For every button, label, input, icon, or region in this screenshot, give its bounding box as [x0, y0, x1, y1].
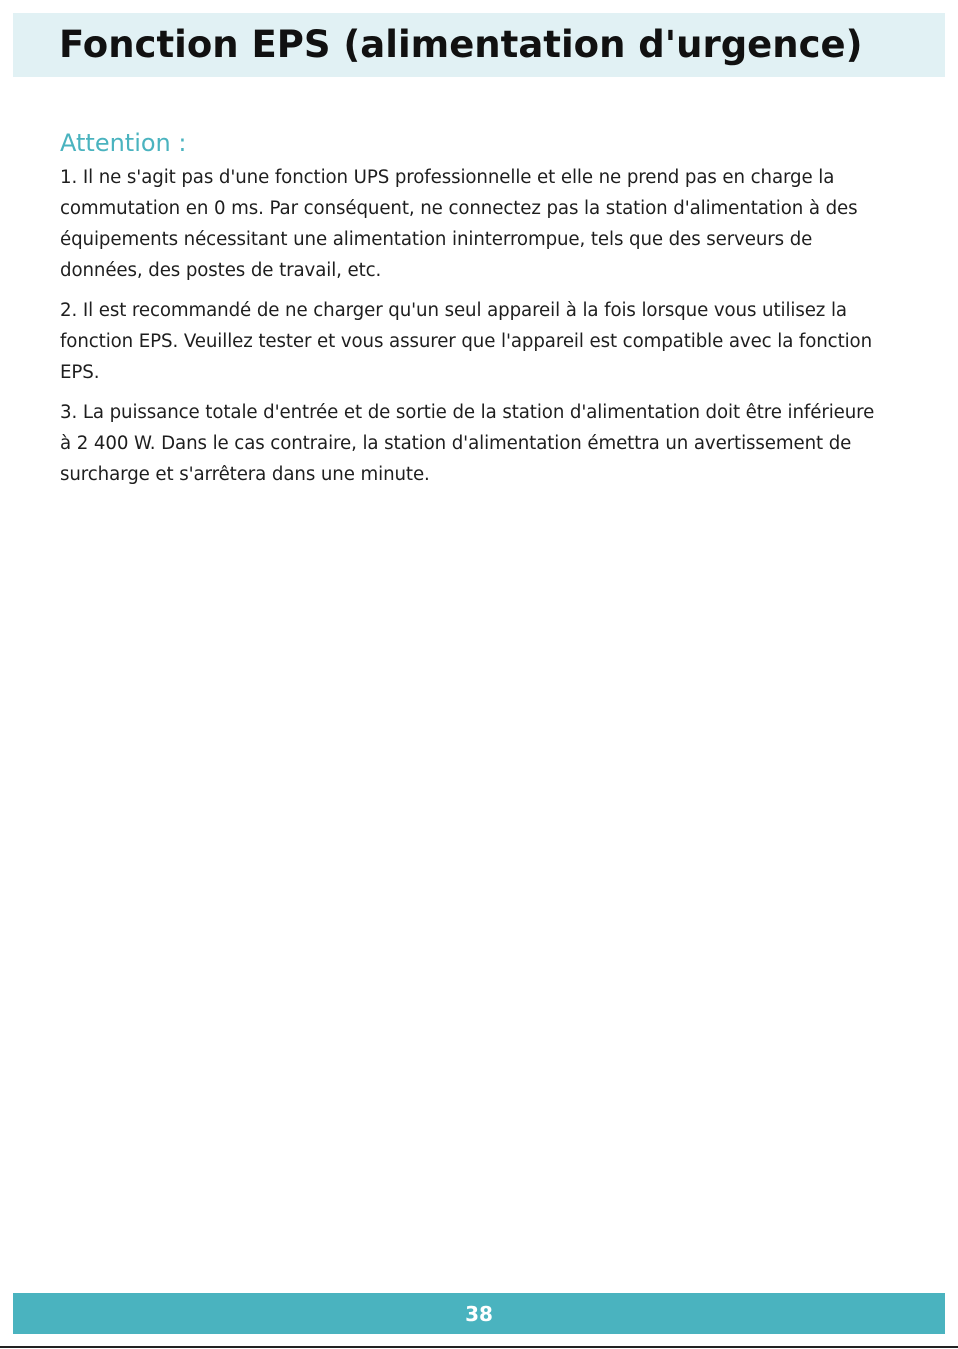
- attention-heading: Attention :: [60, 129, 187, 157]
- footer-bar: [13, 1293, 945, 1334]
- bottom-rule: [0, 1346, 958, 1348]
- attention-item-1: 1. Il ne s'agit pas d'une fonction UPS professionnelle et elle ne prend pas en charge la commutation en 0 ms. Par conséquent, ne connectez pas la station d'alimentation à des équipements nécessitant une alimentation ininterrompue, tels que des serveurs de données, des postes de travail, etc.: [60, 167, 858, 281]
- page-number: 38: [465, 1301, 493, 1326]
- title-bar: [13, 13, 945, 77]
- attention-section: [60, 124, 890, 499]
- attention-item-2: 2. Il est recommandé de ne charger qu'un seul appareil à la fois lorsque vous utilisez la fonction EPS. Veuillez tester et vous assurer que l'appareil est compatible avec la fonction EPS.: [60, 300, 873, 383]
- attention-item-3: 3. La puissance totale d'entrée et de sortie de la station d'alimentation doit être inférieure à 2 400 W. Dans le cas contraire, la station d'alimentation émettra un avertissement de surcharge et s'arrêtera dans une minute.: [60, 402, 875, 485]
- page-title: Fonction EPS (alimentation d'urgence): [59, 23, 863, 66]
